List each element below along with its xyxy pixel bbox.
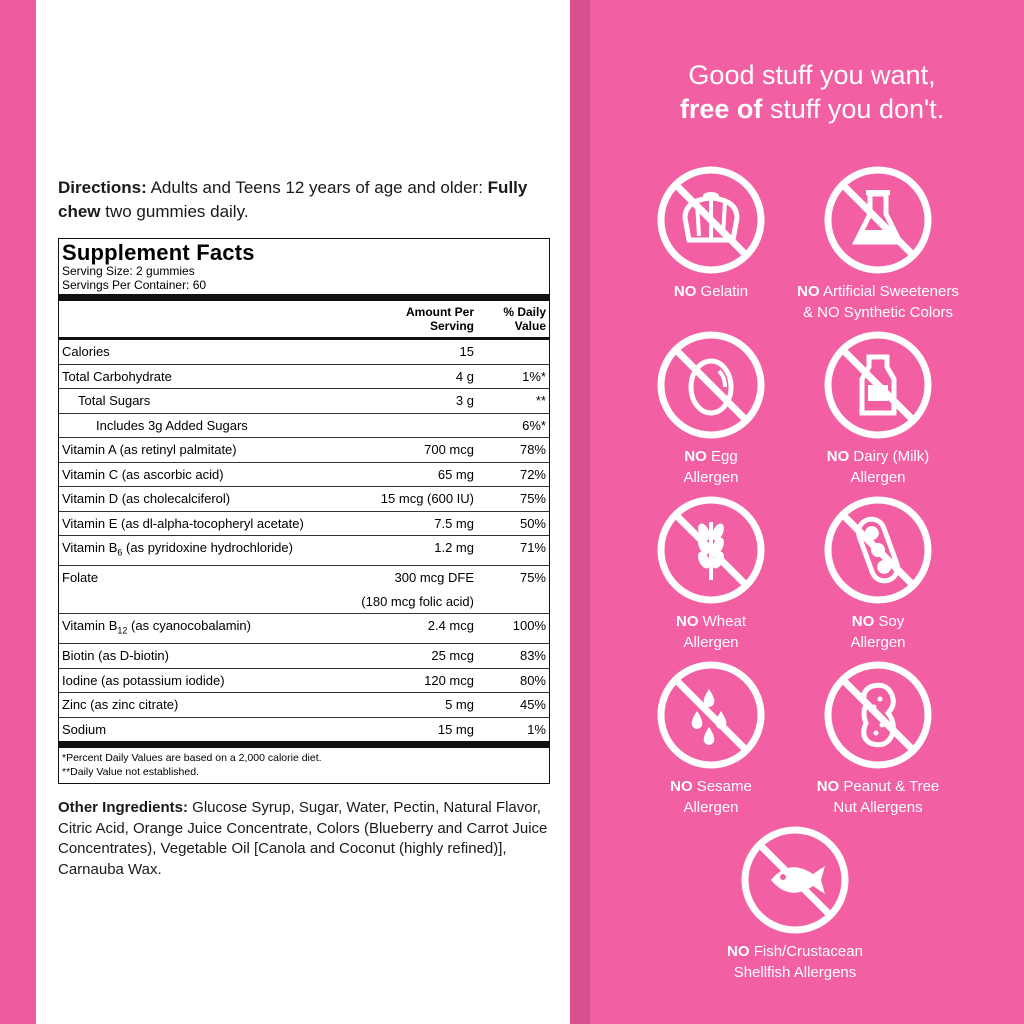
nutrient-amount [314, 414, 486, 438]
claim-no: NO [826, 448, 850, 465]
nutrient-daily-value: ** [535, 393, 546, 408]
headline-line-2 [600, 92, 1024, 126]
nutrient-amount-value: 5 mg [445, 697, 474, 713]
facts-row [59, 340, 549, 365]
nutrient-amount [314, 365, 486, 389]
headline-line-1: Good stuff you want, [688, 60, 936, 90]
nutrient-amount-value: 15 mg [437, 721, 474, 737]
nutrient-name: Vitamin C (as ascorbic acid) [62, 466, 224, 482]
nutrient-amount-value: 1.2 mg [434, 540, 474, 555]
claim-label [788, 776, 968, 818]
serving-size: Serving Size: 2 gummies [62, 264, 195, 278]
facts-row [59, 365, 549, 390]
nutrient-name [62, 536, 314, 565]
nutrient-name: Vitamin E (as dl-alpha-tocopheryl acetate) [62, 515, 304, 531]
claim-line-1: Fish/Crustacean [749, 943, 863, 960]
nutrient-daily-value: 72% [519, 466, 546, 482]
gelatin-icon [656, 165, 766, 275]
nutrient-amount [314, 693, 486, 717]
facts-thick-divider [59, 294, 549, 301]
claim-line-1: Soy [874, 613, 905, 630]
fish-icon [740, 825, 850, 935]
directions-text-2: two gummies daily. [100, 202, 249, 221]
claim-line-2: Allergen [850, 469, 906, 486]
nutrient-subscript: 12 [117, 625, 128, 636]
claim-badge [788, 660, 968, 818]
nutrient-name: Vitamin A (as retinyl palmitate) [62, 442, 237, 457]
nutrient-daily-value: 71% [519, 540, 546, 555]
claim-line-1: Peanut & Tree [839, 778, 940, 795]
nutrient-daily-value: 78% [519, 442, 546, 457]
nutrient-name: Zinc (as zinc citrate) [62, 697, 179, 713]
nutrient-amount-value: 15 mcg (600 IU) [380, 491, 474, 506]
nutrient-name: Biotin (as D-biotin) [62, 648, 169, 664]
egg-icon [656, 330, 766, 440]
nutrient-daily-value: 1% [527, 721, 546, 737]
nutrient-daily-value: 50% [519, 515, 546, 531]
claim-badge [621, 660, 801, 818]
claim-badge [705, 825, 885, 983]
wheat-icon [656, 495, 766, 605]
facts-row [59, 487, 549, 512]
facts-row [59, 463, 549, 488]
claim-label [788, 281, 968, 323]
nutrient-name: Sodium [62, 721, 107, 737]
claim-line-2: Shellfish Allergens [733, 964, 857, 981]
nutrient-daily-value [486, 340, 546, 364]
nutrient-daily-value: 45% [519, 697, 546, 713]
nutrient-amount-value: 7.5 mg [434, 515, 474, 531]
claim-badge [788, 495, 968, 653]
nutrient-amount [314, 536, 486, 565]
nutrient-amount [314, 718, 486, 742]
claim-label [705, 941, 885, 983]
directions-label: Directions: [58, 178, 147, 197]
claim-label [621, 446, 801, 488]
claim-line-2: Allergen [683, 799, 739, 816]
header-daily-value: % Daily Value [503, 305, 546, 333]
claim-no: NO [670, 778, 693, 795]
directions [58, 176, 558, 224]
servings-per-container: Servings Per Container: 60 [62, 278, 207, 292]
facts-row [59, 414, 549, 439]
nutrient-amount [314, 512, 486, 536]
nutrient-name-part: Vitamin B [62, 618, 118, 634]
nutrient-name: Total Carbohydrate [62, 368, 172, 384]
footnote-2: **Daily Value not established. [62, 766, 199, 779]
facts-row [59, 389, 549, 414]
nutrient-subscript: 6 [117, 547, 123, 558]
facts-row [59, 536, 549, 566]
facts-rows [59, 340, 549, 741]
claim-badge [788, 330, 968, 488]
claim-line-2: & NO Synthetic Colors [802, 304, 954, 321]
claim-no: NO [684, 448, 707, 465]
claim-line-1: Wheat [698, 613, 747, 630]
nutrient-amount [314, 438, 486, 462]
claim-no: NO [797, 283, 820, 300]
nutrient-name-part: (as pyridoxine hydrochloride) [122, 540, 293, 555]
nutrient-amount-value: 15 [459, 344, 474, 359]
facts-row [59, 438, 549, 463]
claim-badge [788, 165, 968, 323]
header-amount: Amount Per Serving [405, 305, 474, 333]
headline [600, 58, 1024, 126]
claim-line-1: Dairy (Milk) [849, 448, 930, 465]
nutrient-name: Includes 3g Added Sugars [96, 417, 248, 433]
other-ingredients [58, 798, 558, 880]
milk-bottle-icon [823, 330, 933, 440]
claim-label [788, 611, 968, 653]
facts-title: Supplement Facts [62, 240, 255, 265]
nutrient-name: Iodine (as potassium iodide) [62, 672, 225, 688]
directions-bold: Fully chew [58, 178, 528, 221]
directions-text-1: Adults and Teens 12 years of age and older: [146, 178, 488, 197]
sesame-drops-icon [656, 660, 766, 770]
nutrient-amount-value: 2.4 mcg [427, 618, 474, 634]
nutrient-daily-value: 1%* [522, 368, 546, 384]
facts-row [59, 644, 549, 669]
facts-header-row [59, 301, 549, 340]
claim-badge [621, 495, 801, 653]
nutrient-name [62, 614, 314, 643]
footnote-1: *Percent Daily Values are based on a 2,000 calorie diet. [62, 752, 322, 765]
claim-line-2: Allergen [683, 469, 739, 486]
nutrient-daily-value: 6%* [522, 417, 546, 433]
claim-line-2: Nut Allergens [833, 799, 923, 816]
other-ingredients-label: Other Ingredients: [58, 799, 189, 816]
claim-line-1: Egg [706, 448, 738, 465]
facts-row [59, 512, 549, 537]
claim-label [621, 281, 801, 302]
nutrient-daily-value: 80% [519, 672, 546, 688]
nutrient-name-part: Vitamin B [62, 540, 118, 555]
facts-footnotes [59, 748, 549, 783]
claim-line-2: Allergen [683, 634, 739, 651]
facts-row [59, 693, 549, 718]
nutrient-daily-value: 83% [519, 648, 546, 664]
nutrient-amount-value: 4 g [455, 368, 474, 384]
nutrient-amount [314, 463, 486, 487]
nutrient-name: Vitamin D (as cholecalciferol) [62, 491, 231, 506]
nutrient-daily-value: 75% [519, 491, 546, 506]
nutrient-amount-value: 25 mcg [431, 648, 474, 664]
claim-label [621, 776, 801, 818]
facts-row [59, 614, 549, 644]
peanut-icon [823, 660, 933, 770]
claim-label [621, 611, 801, 653]
nutrient-amount-value: 120 mcg [424, 672, 474, 688]
claim-line-1: Gelatin [696, 283, 749, 300]
claim-line-1: Artificial Sweeteners [819, 283, 959, 300]
nutrient-amount [314, 566, 486, 613]
facts-row [59, 718, 549, 742]
nutrient-name: Calories [62, 344, 110, 359]
nutrient-amount [314, 487, 486, 511]
nutrient-amount [314, 669, 486, 693]
claim-no: NO [727, 943, 750, 960]
nutrient-amount-note: (180 mcg folic acid) [361, 593, 474, 609]
nutrient-amount [314, 389, 486, 413]
facts-row [59, 566, 549, 614]
soybean-icon [823, 495, 933, 605]
claim-no: NO [816, 778, 840, 795]
nutrient-amount [314, 614, 486, 643]
facts-bottom-bar [59, 741, 549, 748]
claim-badge [621, 165, 801, 302]
nutrient-daily-value: 100% [512, 618, 546, 634]
supplement-facts-panel [58, 238, 550, 784]
claim-no: NO [851, 613, 875, 630]
headline-rest: stuff you don't. [762, 94, 945, 124]
facts-row [59, 669, 549, 694]
nutrient-amount [314, 644, 486, 668]
nutrient-name: Total Sugars [78, 393, 151, 408]
nutrient-amount-value: 3 g [455, 393, 474, 408]
headline-bold: free of [679, 94, 763, 124]
nutrient-daily-value: 75% [519, 570, 546, 586]
left-pink-stripe [0, 0, 36, 1024]
panel-divider [570, 0, 590, 1024]
nutrient-name-part: (as cyanocobalamin) [127, 618, 251, 634]
nutrient-amount-value: 300 mcg DFE [394, 570, 474, 586]
claim-badge [621, 330, 801, 488]
claim-line-1: Sesame [692, 778, 752, 795]
claim-label [788, 446, 968, 488]
flask-icon [823, 165, 933, 275]
nutrient-amount [314, 340, 486, 364]
claim-no: NO [673, 283, 697, 300]
nutrient-amount-value: 700 mcg [424, 442, 474, 457]
nutrient-name: Folate [62, 570, 99, 586]
claim-no: NO [675, 613, 699, 630]
claim-line-2: Allergen [850, 634, 906, 651]
other-ingredients-text: Glucose Syrup, Sugar, Water, Pectin, Natural Flavor, Citric Acid, Orange Juice Concentrate, Colors (Blueberry and Carrot Juice Concentrates), Vegetable Oil [Canola and Coconut (highly refined)], Carnauba Wax. [58, 799, 548, 878]
nutrient-amount-value: 65 mg [437, 466, 474, 482]
